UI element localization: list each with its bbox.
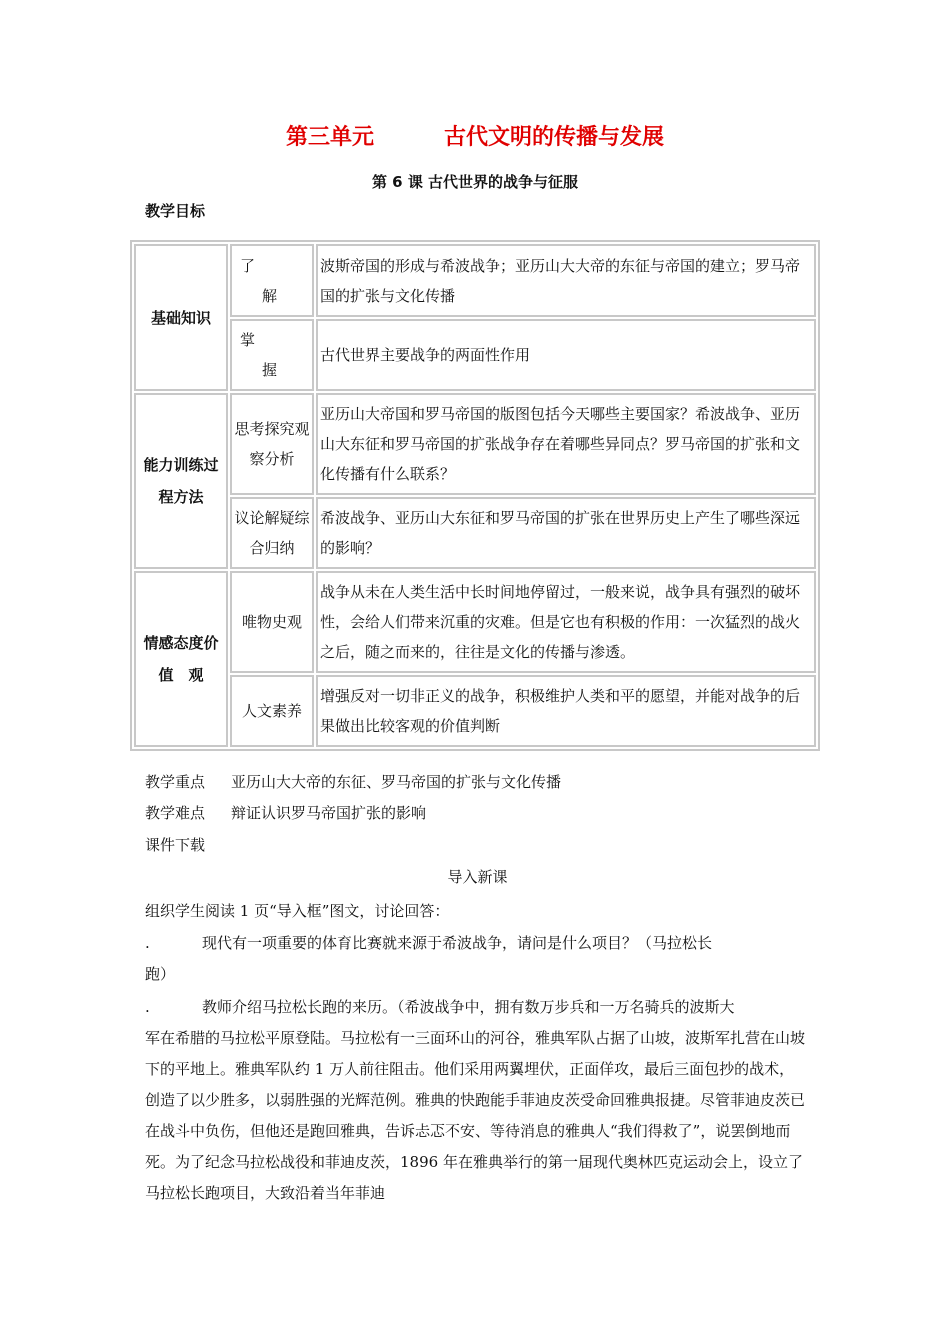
desc-understand: 波斯帝国的形成与希波战争；亚历山大大帝的东征与帝国的建立；罗马帝国的扩张与文化传播 bbox=[316, 244, 816, 317]
desc-materialism: 战争从未在人类生活中长时间地停留过，一般来说，战争具有强烈的破坏性，会给人们带来沉重的灾难。但是它也有积极的作用：一次猛烈的战火之后，随之而来的，往往是文化的传播与渗透。 bbox=[316, 571, 816, 673]
difficult-point-label: 教学难点 bbox=[145, 804, 206, 822]
sub-master: 掌 握 bbox=[230, 319, 314, 391]
unit-title bbox=[0, 120, 950, 151]
desc-master: 古代世界主要战争的两面性作用 bbox=[316, 319, 816, 391]
sub-humanities: 人文素养 bbox=[230, 675, 314, 747]
category-ability: 能力训练过 程方法 bbox=[134, 393, 228, 569]
bullet: . bbox=[145, 934, 150, 952]
category-emotion: 情感态度价 值 观 bbox=[134, 571, 228, 747]
q2-body: 军在希腊的马拉松平原登陆。马拉松有一三面环山的河谷，雅典军队占据了山坡，波斯军扎营在山坡下的平地上。雅典军队约 1 万人前往阻击。他们采用两翼埋伏，正面佯攻，最后三面包抄的战术， 创造了以少胜多，以弱胜强的光辉范例。雅典的快跑能手菲迪皮茨受命回雅典报捷。尽管菲迪皮茨已在战斗中负伤，但他还是跑回雅典，告诉忐忑不安、等待消息的雅典人“我们得救了”，说罢倒地而死。为了纪念马拉松战役和菲迪皮茨，1896 年在雅典举行的第一届现代奥林匹克运动会上，设立了马拉松长跑项目，大致沿着当年菲迪 bbox=[145, 1029, 806, 1202]
sub-materialism: 唯物史观 bbox=[230, 571, 314, 673]
sub-discuss: 议论解疑综 合归纳 bbox=[230, 497, 314, 569]
unit-name: 古代文明的传播与发展 bbox=[444, 125, 665, 150]
sub-explore: 思考探究观 察分析 bbox=[230, 393, 314, 495]
difficult-point-text: 辩证认识罗马帝国扩张的影响 bbox=[231, 804, 427, 822]
courseware-download[interactable]: 课件下载 bbox=[145, 836, 206, 854]
table-row bbox=[134, 497, 816, 569]
category-basic: 基础知识 bbox=[134, 244, 228, 391]
key-point-text: 亚历山大大帝的东征、罗马帝国的扩张与文化传播 bbox=[231, 773, 562, 791]
difficult-point bbox=[145, 798, 810, 829]
table-row bbox=[134, 571, 816, 673]
goals-label: 教学目标 bbox=[145, 202, 206, 220]
intro-instruction: 组织学生阅读 1 页“导入框”图文，讨论回答： bbox=[145, 902, 450, 920]
q2-first-line: 教师介绍马拉松长跑的来历。（希波战争中，拥有数万步兵和一万名骑兵的波斯大 bbox=[202, 998, 735, 1016]
goals-table bbox=[130, 240, 820, 751]
table-row bbox=[134, 319, 816, 391]
question-2 bbox=[145, 992, 810, 1209]
table-row bbox=[134, 244, 816, 317]
desc-humanities: 增强反对一切非正义的战争，积极维护人类和平的愿望，并能对战争的后果做出比较客观的价值判断 bbox=[316, 675, 816, 747]
sub-understand: 了 解 bbox=[230, 244, 314, 317]
desc-discuss: 希波战争、亚历山大东征和罗马帝国的扩张在世界历史上产生了哪些深远的影响？ bbox=[316, 497, 816, 569]
unit-number: 第三单元 bbox=[285, 125, 374, 150]
question-1: . 现代有一项重要的体育比赛就来源于希波战争，请问是什么项目？（马拉松长 跑） bbox=[145, 928, 810, 990]
intro-heading: 导入新课 bbox=[447, 868, 508, 886]
desc-explore: 亚历山大帝国和罗马帝国的版图包括今天哪些主要国家？希波战争、亚历山大东征和罗马帝国的扩张战争存在着哪些异同点？罗马帝国的扩张和文化传播有什么联系？ bbox=[316, 393, 816, 495]
table-row bbox=[134, 675, 816, 747]
key-point-label: 教学重点 bbox=[145, 773, 206, 791]
bullet: . bbox=[145, 998, 150, 1016]
key-point bbox=[145, 767, 810, 798]
table-row bbox=[134, 393, 816, 495]
lesson-title: 第 6 课 古代世界的战争与征服 bbox=[371, 173, 579, 191]
